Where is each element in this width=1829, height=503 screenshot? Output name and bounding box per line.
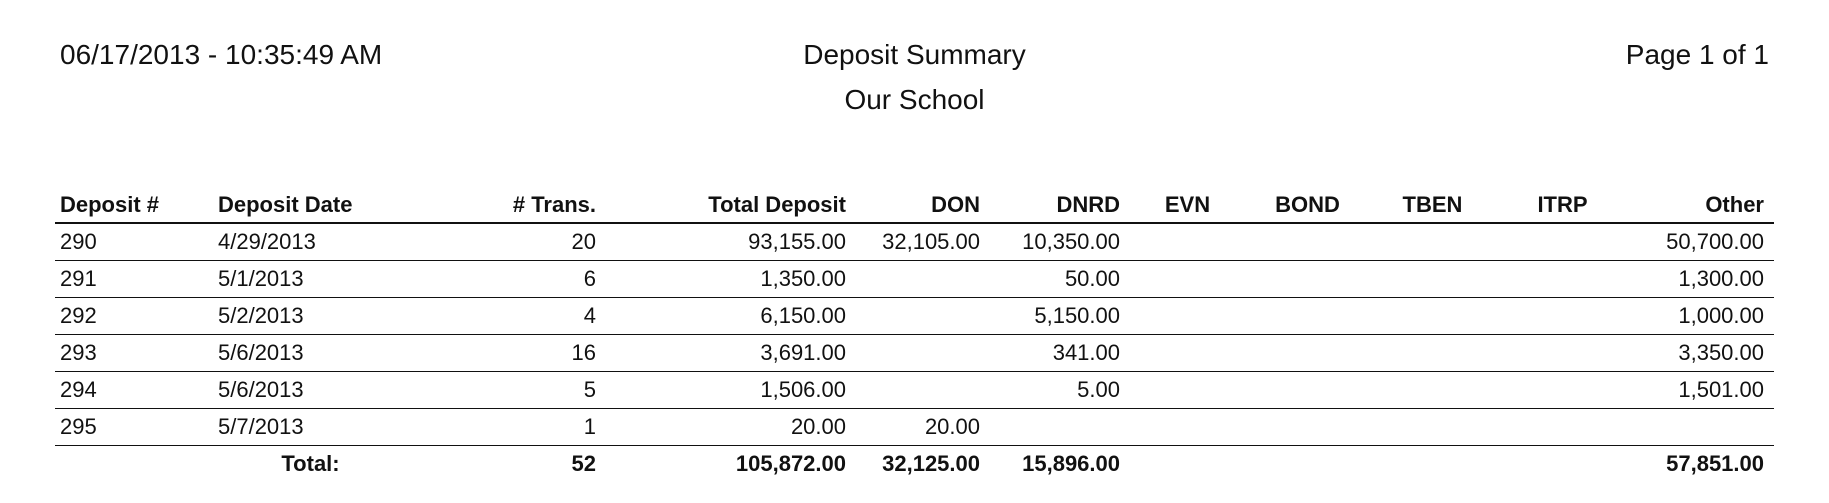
cell-empty xyxy=(55,446,213,483)
cell-evn xyxy=(1130,298,1250,335)
cell-itrp xyxy=(1500,261,1630,298)
cell-don: 20.00 xyxy=(856,409,990,446)
cell-trans: 6 xyxy=(413,261,606,298)
cell-total-deposit: 1,350.00 xyxy=(606,261,856,298)
cell-other xyxy=(1630,409,1774,446)
page-indicator: Page 1 of 1 xyxy=(1625,39,1769,70)
cell-deposit-date: 5/7/2013 xyxy=(213,409,413,446)
cell-other: 1,300.00 xyxy=(1630,261,1774,298)
cell-trans: 16 xyxy=(413,335,606,372)
cell-deposit-date: 5/1/2013 xyxy=(213,261,413,298)
cell-deposit-number: 290 xyxy=(55,223,213,261)
cell-deposit-number: 291 xyxy=(55,261,213,298)
cell-dnrd: 5.00 xyxy=(990,372,1130,409)
cell-evn xyxy=(1130,372,1250,409)
totals-dnrd: 15,896.00 xyxy=(1022,451,1120,476)
totals-row xyxy=(55,446,1774,483)
cell-other: 3,350.00 xyxy=(1630,335,1774,372)
cell-deposit-number: 293 xyxy=(55,335,213,372)
cell-deposit-date: 4/29/2013 xyxy=(213,223,413,261)
table-row xyxy=(55,298,1774,335)
totals-evn xyxy=(1130,446,1250,483)
col-header-dnrd: DNRD xyxy=(990,180,1130,223)
cell-total-deposit: 3,691.00 xyxy=(606,335,856,372)
cell-bond xyxy=(1250,372,1370,409)
cell-itrp xyxy=(1500,223,1630,261)
cell-trans: 1 xyxy=(413,409,606,446)
report-datetime: 06/17/2013 - 10:35:49 AM xyxy=(60,39,383,70)
col-header-deposit-number: Deposit # xyxy=(55,180,213,223)
cell-bond xyxy=(1250,335,1370,372)
cell-dnrd xyxy=(990,409,1130,446)
col-header-deposit-date: Deposit Date xyxy=(213,180,413,223)
cell-evn xyxy=(1130,261,1250,298)
cell-don xyxy=(856,261,990,298)
cell-deposit-date: 5/2/2013 xyxy=(213,298,413,335)
totals-total-deposit: 105,872.00 xyxy=(735,451,846,476)
cell-other: 1,000.00 xyxy=(1630,298,1774,335)
cell-deposit-date: 5/6/2013 xyxy=(213,335,413,372)
col-header-itrp: ITRP xyxy=(1500,180,1630,223)
cell-trans: 20 xyxy=(413,223,606,261)
table-row xyxy=(55,335,1774,372)
col-header-don: DON xyxy=(856,180,990,223)
cell-tben xyxy=(1370,223,1500,261)
cell-trans: 5 xyxy=(413,372,606,409)
cell-deposit-number: 295 xyxy=(55,409,213,446)
cell-evn xyxy=(1130,409,1250,446)
table-row xyxy=(55,261,1774,298)
cell-deposit-number: 294 xyxy=(55,372,213,409)
totals-don: 32,125.00 xyxy=(882,451,980,476)
cell-itrp xyxy=(1500,335,1630,372)
report-title: Deposit Summary xyxy=(803,39,1026,70)
totals-itrp xyxy=(1500,446,1630,483)
col-header-other: Other xyxy=(1630,180,1774,223)
cell-deposit-date: 5/6/2013 xyxy=(213,372,413,409)
cell-tben xyxy=(1370,261,1500,298)
totals-other: 57,851.00 xyxy=(1666,451,1764,476)
cell-tben xyxy=(1370,335,1500,372)
cell-trans: 4 xyxy=(413,298,606,335)
totals-trans: 52 xyxy=(571,451,596,476)
cell-bond xyxy=(1250,261,1370,298)
cell-other: 50,700.00 xyxy=(1630,223,1774,261)
cell-bond xyxy=(1250,409,1370,446)
totals-tben xyxy=(1370,446,1500,483)
cell-tben xyxy=(1370,298,1500,335)
cell-itrp xyxy=(1500,409,1630,446)
cell-bond xyxy=(1250,298,1370,335)
cell-itrp xyxy=(1500,372,1630,409)
deposit-summary-table xyxy=(55,180,1774,482)
cell-don xyxy=(856,335,990,372)
table-row xyxy=(55,223,1774,261)
totals-label: Total: xyxy=(281,451,340,476)
cell-itrp xyxy=(1500,298,1630,335)
cell-dnrd: 5,150.00 xyxy=(990,298,1130,335)
cell-evn xyxy=(1130,335,1250,372)
cell-dnrd: 341.00 xyxy=(990,335,1130,372)
col-header-bond: BOND xyxy=(1250,180,1370,223)
cell-total-deposit: 93,155.00 xyxy=(606,223,856,261)
table-header-row xyxy=(55,180,1774,223)
report-subtitle: Our School xyxy=(844,84,985,115)
cell-tben xyxy=(1370,409,1500,446)
cell-don: 32,105.00 xyxy=(856,223,990,261)
table-row xyxy=(55,409,1774,446)
col-header-trans: # Trans. xyxy=(413,180,606,223)
cell-deposit-number: 292 xyxy=(55,298,213,335)
cell-tben xyxy=(1370,372,1500,409)
cell-other: 1,501.00 xyxy=(1630,372,1774,409)
cell-total-deposit: 1,506.00 xyxy=(606,372,856,409)
table-row xyxy=(55,372,1774,409)
cell-total-deposit: 20.00 xyxy=(606,409,856,446)
cell-dnrd: 10,350.00 xyxy=(990,223,1130,261)
cell-dnrd: 50.00 xyxy=(990,261,1130,298)
cell-evn xyxy=(1130,223,1250,261)
col-header-total-deposit: Total Deposit xyxy=(606,180,856,223)
totals-bond xyxy=(1250,446,1370,483)
cell-total-deposit: 6,150.00 xyxy=(606,298,856,335)
cell-bond xyxy=(1250,223,1370,261)
cell-don xyxy=(856,372,990,409)
cell-don xyxy=(856,298,990,335)
col-header-evn: EVN xyxy=(1130,180,1250,223)
col-header-tben: TBEN xyxy=(1370,180,1500,223)
